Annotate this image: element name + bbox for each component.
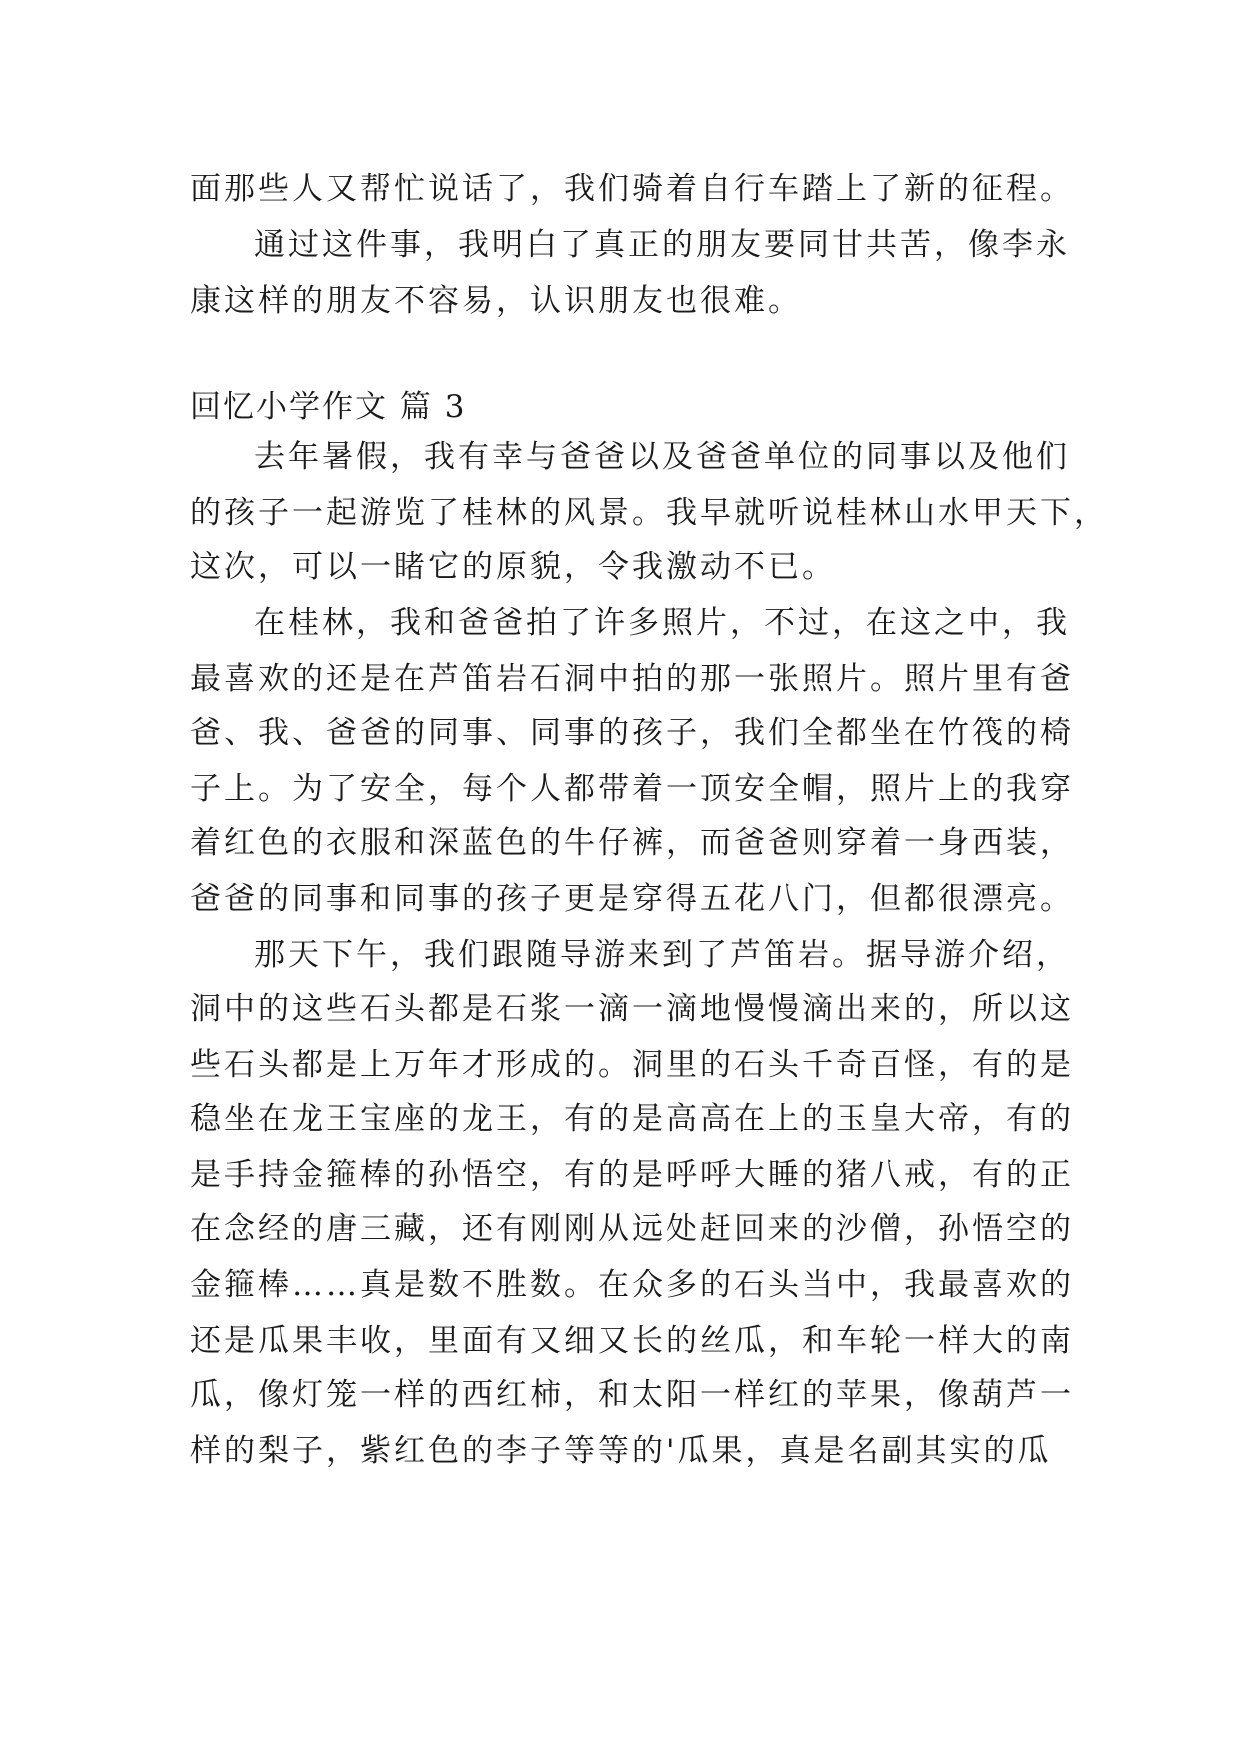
text-line: 子上。为了安全，每个人都带着一顶安全帽，照片上的我穿 <box>190 771 1074 807</box>
text-line: 在念经的唐三藏，还有刚刚从远处赶回来的沙僧，孙悟空的 <box>190 1211 1074 1247</box>
text-line: 还是瓜果丰收，里面有又细又长的丝瓜，和车轮一样大的南 <box>190 1323 1074 1359</box>
text-line: 爸、我、爸爸的同事、同事的孩子，我们全都坐在竹筏的椅 <box>190 715 1074 751</box>
paragraph-start-line: 通过这件事，我明白了真正的朋友要同甘共苦，像李永 <box>254 227 1070 263</box>
text-line: 些石头都是上万年才形成的。洞里的石头千奇百怪，有的是 <box>190 1047 1074 1083</box>
text-line: 康这样的朋友不容易，认识朋友也很难。 <box>190 283 802 319</box>
text-line: 爸爸的同事和同事的孩子更是穿得五花八门，但都很漂亮。 <box>190 881 1074 917</box>
paragraph-start-line: 在桂林，我和爸爸拍了许多照片，不过，在这之中，我 <box>254 605 1070 641</box>
text-line: 面那些人又帮忙说话了，我们骑着自行车踏上了新的征程。 <box>190 171 1074 207</box>
text-line: 稳坐在龙王宝座的龙王，有的是高高在上的玉皇大帝，有的 <box>190 1101 1074 1137</box>
section-heading: 回忆小学作文 篇 3 <box>190 389 467 425</box>
text-line: 样的梨子，紫红色的李子等等的'瓜果，真是名副其实的瓜 <box>190 1433 1052 1469</box>
text-line: 瓜，像灯笼一样的西红柿，和太阳一样红的苹果，像葫芦一 <box>190 1377 1074 1413</box>
paragraph-start-line: 那天下午，我们跟随导游来到了芦笛岩。据导游介绍， <box>254 937 1070 973</box>
text-line: 这次，可以一睹它的原貌，令我激动不已。 <box>190 549 836 585</box>
text-line: 金箍棒……真是数不胜数。在众多的石头当中，我最喜欢的 <box>190 1267 1074 1303</box>
text-line: 的孩子一起游览了桂林的风景。我早就听说桂林山水甲天下， <box>190 495 1108 531</box>
paragraph-start-line: 去年暑假，我有幸与爸爸以及爸爸单位的同事以及他们 <box>254 439 1070 475</box>
text-line: 着红色的衣服和深蓝色的牛仔裤，而爸爸则穿着一身西装， <box>190 825 1074 861</box>
text-line: 最喜欢的还是在芦笛岩石洞中拍的那一张照片。照片里有爸 <box>190 661 1074 697</box>
text-line: 是手持金箍棒的孙悟空，有的是呼呼大睡的猪八戒，有的正 <box>190 1157 1074 1193</box>
text-line: 洞中的这些石头都是石浆一滴一滴地慢慢滴出来的，所以这 <box>190 991 1074 1027</box>
